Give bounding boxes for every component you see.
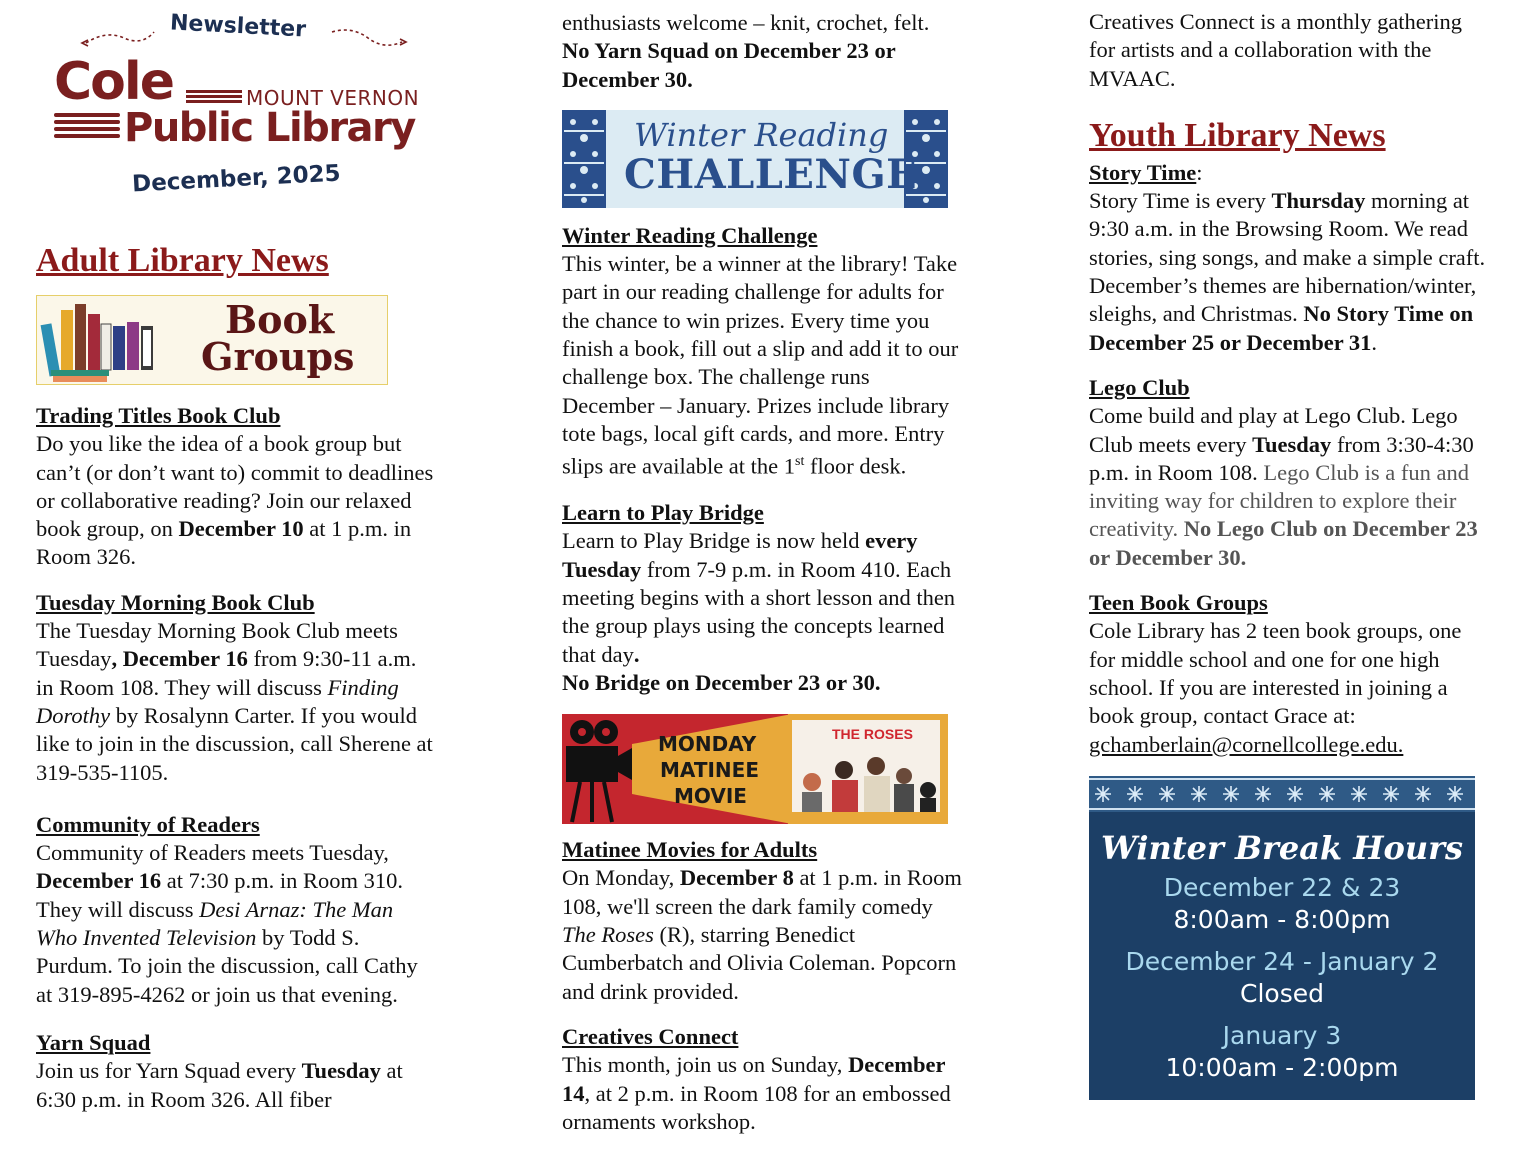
- column-right: [1089, 0, 1489, 1100]
- creatives-date: December 14: [562, 1052, 946, 1106]
- community-readers-section: [36, 811, 436, 1009]
- story-text-2: morning at 9:30 a.m. in the Browsing Room. We read stories, sing songs, and make a simple craft. December’s themes are hibernation/winter, sleighs, and Christmas.: [1089, 188, 1486, 327]
- community-readers-title: Community of Readers: [36, 811, 260, 837]
- story-no-meeting: No Story Time on December 25 or December 31: [1089, 301, 1474, 355]
- snowflake-border-icon: [1089, 776, 1475, 812]
- lego-no-meeting: No Lego Club on December 23 or December 30.: [1089, 516, 1478, 570]
- yarn-squad-text: [36, 1057, 436, 1114]
- poster-title: THE ROSES: [832, 726, 913, 743]
- community-text-3: by Todd S. Purdum. To join the discussion, call Cathy at 319-895-4262 or join us that evening.: [36, 925, 418, 1007]
- tuesday-morning-title: Tuesday Morning Book Club: [36, 589, 315, 615]
- winter-reading-text: [562, 250, 962, 481]
- book-groups-banner-line1: Book: [225, 297, 335, 342]
- hours-dates-1: December 22 & 23: [1163, 872, 1401, 902]
- trading-titles-text: [36, 430, 436, 571]
- trading-titles-text-2: at 1 p.m. in Room 326.: [36, 516, 412, 570]
- wrc-text-1: This winter, be a winner at the library! Take part in our reading challenge for adults for the chance to win prizes. Every time you finish a book, fill out a slip and add it to our challenge box. The challenge runs December – January. Prizes include library tote bags, local gift cards, and more. Entry slips are available at the 1: [562, 251, 959, 479]
- bridge-text-1: Learn to Play Bridge is now held: [562, 528, 866, 554]
- tuesday-text-3: by Rosalynn Carter. If you would like to join in the discussion, call Sherene at 319-535-1105.: [36, 702, 433, 785]
- wrc-text-2: floor desk.: [804, 453, 907, 479]
- matinee-banner-line2: MATINEE: [660, 758, 759, 783]
- trading-titles-section: [36, 402, 436, 572]
- winter-reading-banner-line2: CHALLENGE: [624, 150, 918, 198]
- trading-titles-text-1: Do you like the idea of a book group but can’t (or don’t want to) commit to deadlines or collaborative reading? Join our relaxed book group, on: [36, 431, 434, 542]
- tuesday-text-1: The Tuesday Morning Book Club meets Tuesday: [36, 618, 398, 672]
- film-camera-icon: [562, 714, 632, 824]
- community-book-title: Desi Arnaz: The Man Who Invented Television: [36, 896, 394, 951]
- masthead-logo: [36, 0, 436, 210]
- creatives-text-1: This month, join us on Sunday,: [562, 1052, 849, 1078]
- lego-club-text: [1089, 402, 1489, 572]
- winter-break-title: Winter Break Hours: [1101, 828, 1463, 867]
- creatives-text-cont: Creatives Connect is a monthly gathering for artists and a collaboration with the MVAAC.: [1089, 9, 1463, 91]
- story-time-text: [1089, 187, 1489, 357]
- winter-reading-title: Winter Reading Challenge: [562, 222, 818, 248]
- bridge-period: .: [633, 641, 640, 667]
- winter-reading-section: [562, 222, 962, 481]
- the-roses-poster: [792, 720, 940, 812]
- matinee-text-1: On Monday,: [562, 865, 680, 891]
- book-groups-banner: [36, 295, 388, 385]
- lego-day: Tuesday: [1252, 431, 1332, 457]
- lego-text-1: Come build and play at Lego Club. Lego Club meets every: [1089, 403, 1458, 457]
- poster-people-illustration: [792, 720, 940, 812]
- story-day: Thursday: [1271, 188, 1366, 214]
- yarn-squad-title: Yarn Squad: [36, 1029, 151, 1055]
- bridge-text: [562, 527, 962, 697]
- teen-book-section: [1089, 589, 1489, 759]
- column-middle: [562, 0, 962, 1153]
- tuesday-text-2: from 9:30-11 a.m. in Room 108. They will discuss: [36, 646, 417, 700]
- community-readers-text: [36, 839, 436, 1009]
- lego-club-section: [1089, 374, 1489, 572]
- trading-titles-title: Trading Titles Book Club: [36, 403, 281, 428]
- books-stack-icon: [39, 296, 169, 384]
- grace-email-link[interactable]: gchamberlain@cornellcollege.edu.: [1089, 731, 1404, 757]
- story-text-1: Story Time is every: [1089, 188, 1272, 214]
- community-text-2: at 7:30 p.m. in Room 310. They will discuss: [36, 868, 404, 922]
- community-text-1: Community of Readers meets Tuesday,: [36, 840, 389, 866]
- yarn-day: Tuesday: [301, 1058, 381, 1084]
- snowflake-pattern-left-icon: [562, 110, 606, 208]
- winter-reading-banner-line1: Winter Reading: [634, 115, 889, 154]
- yarn-text-3: enthusiasts welcome – knit, crochet, felt.: [562, 10, 930, 35]
- story-time-colon: :: [1196, 159, 1203, 185]
- community-date: December 16: [36, 868, 162, 894]
- tuesday-date: , December 16: [111, 646, 248, 672]
- story-time-title: Story Time: [1089, 159, 1197, 185]
- yarn-text-2: at 6:30 p.m. in Room 326. All fiber: [36, 1058, 403, 1112]
- hours-times-2: Closed: [1240, 978, 1324, 1008]
- matinee-date: December 8: [679, 865, 794, 891]
- tuesday-morning-section: [36, 589, 436, 787]
- teen-text-1: Cole Library has 2 teen book groups, one for middle school and one for one high school. If you are interested in joining a book group, contact Grace at:: [1089, 618, 1462, 729]
- hours-times-1: 8:00am - 8:00pm: [1173, 904, 1391, 934]
- bridge-title: Learn to Play Bridge: [562, 500, 764, 526]
- story-time-heading: [1089, 159, 1489, 187]
- yarn-squad-text-cont: [562, 9, 962, 94]
- lego-club-title: Lego Club: [1089, 374, 1190, 400]
- mount-vernon-label: MOUNT VERNON: [246, 86, 420, 110]
- book-groups-banner-line2: Groups: [201, 334, 355, 379]
- newsletter-date: December, 2025: [131, 160, 342, 198]
- lego-text-2: from 3:30-4:30 p.m. in Room 108.: [1089, 431, 1474, 485]
- matinee-text-3: (R), starring Benedict Cumberbatch and Olivia Coleman. Popcorn and drink provided.: [562, 922, 957, 1004]
- matinee-movie-title: The Roses: [562, 922, 654, 948]
- hours-times-3: 10:00am - 2:00pm: [1165, 1052, 1399, 1082]
- tuesday-book-title: Finding Dorothy: [36, 674, 399, 728]
- yarn-squad-section: [36, 1029, 436, 1114]
- lego-text-3: Lego Club is a fun and inviting way for children to explore their creativity.: [1089, 459, 1469, 542]
- matinee-banner-line1: MONDAY: [658, 732, 757, 757]
- bridge-day: every Tuesday: [562, 528, 918, 582]
- newsletter-label: Newsletter: [169, 10, 307, 43]
- story-text-3: .: [1371, 329, 1378, 355]
- creatives-text-2: , at 2 p.m. in Room 108 for an embossed ornaments workshop.: [562, 1080, 951, 1134]
- matinee-text-2: at 1 p.m. in Room 108, we'll screen the dark family comedy: [562, 865, 962, 919]
- column-left: [36, 0, 436, 1131]
- adult-news-heading: Adult Library News: [36, 242, 329, 279]
- winter-reading-banner: [562, 110, 948, 208]
- bridge-text-2: from 7-9 p.m. in Room 410. Each meeting begins with a short lesson and then the group plays using the concepts learned that day: [562, 556, 956, 667]
- matinee-banner: [562, 714, 948, 824]
- tuesday-morning-text: [36, 617, 436, 787]
- youth-news-heading: Youth Library News: [1089, 116, 1386, 154]
- matinee-title: Matinee Movies for Adults: [562, 837, 818, 863]
- creatives-title: Creatives Connect: [562, 1023, 739, 1049]
- library-name-cole: Cole: [54, 52, 173, 112]
- matinee-banner-line3: MOVIE: [674, 784, 747, 809]
- library-name-public: Public Library: [124, 105, 415, 151]
- matinee-text: [562, 864, 962, 1005]
- yarn-text-1: Join us for Yarn Squad every: [36, 1058, 302, 1084]
- hours-dates-3: January 3: [1222, 1020, 1342, 1050]
- bridge-section: [562, 499, 962, 697]
- teen-book-title: Teen Book Groups: [1089, 590, 1268, 616]
- trading-titles-date: December 10: [178, 516, 304, 542]
- yarn-no-meeting: No Yarn Squad on December 23 or December 30.: [562, 38, 896, 92]
- creatives-section: [562, 1023, 962, 1136]
- teen-book-text: [1089, 617, 1489, 758]
- matinee-section: [562, 836, 962, 1006]
- hours-dates-2: December 24 - January 2: [1125, 946, 1439, 976]
- creatives-text: [562, 1051, 962, 1136]
- bridge-no-meeting: No Bridge on December 23 or 30.: [562, 669, 881, 695]
- wrc-superscript: st: [795, 454, 805, 470]
- winter-break-hours-box: [1089, 776, 1475, 1100]
- story-time-section: [1089, 159, 1489, 357]
